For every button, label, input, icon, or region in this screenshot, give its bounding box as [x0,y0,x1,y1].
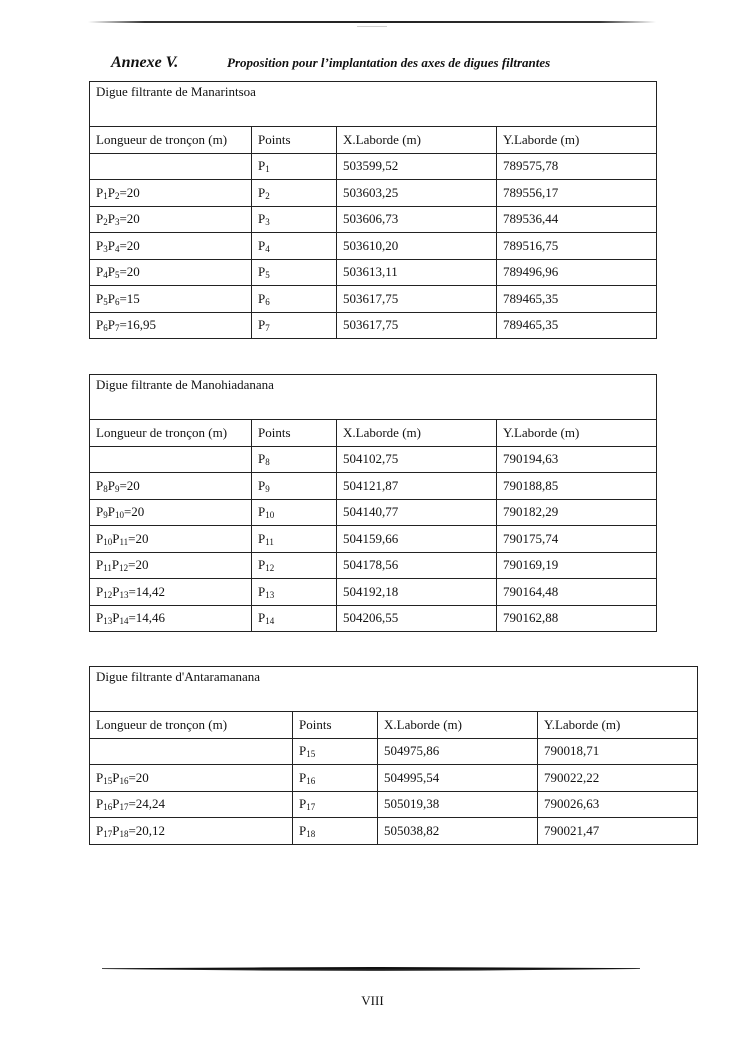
segment-length-cell: $P_{15}P_{16}=20$ [90,765,293,792]
segment-length-value: =20 [119,184,140,200]
y-laborde-cell: 790164,48 [497,579,657,606]
y-laborde-cell: 790021,47 [538,818,698,845]
header-y-laborde: Y.Laborde (m) [497,420,657,447]
point-subscript: 8 [265,457,270,468]
point-cell: $P_1$ [252,153,337,180]
segment-end-subscript: 14 [119,616,129,627]
x-laborde-cell: 505038,82 [378,818,538,845]
table-row [90,791,698,818]
segment-length-value: =24,24 [128,796,166,812]
point-cell: $P_{15}$ [293,738,378,765]
segment-length-value: =14,42 [128,583,166,599]
y-laborde-cell: 789516,75 [497,233,657,260]
header-rule-mark [357,26,387,27]
segment-length-cell: $P_2P_3=20$ [90,206,252,233]
segment-length-value: =20 [128,769,149,785]
y-laborde-cell: 789556,17 [497,180,657,207]
segment-end-subscript: 18 [119,828,129,839]
segment-length-value: =20 [119,237,140,253]
x-laborde-cell: 503603,25 [337,180,497,207]
segment-length-cell: $P_5P_6=15$ [90,286,252,313]
point-cell: $P_{11}$ [252,526,337,553]
y-laborde-cell: 790194,63 [497,446,657,473]
segment-start-subscript: 16 [103,802,113,813]
point-cell: $P_5$ [252,259,337,286]
header-y-laborde: Y.Laborde (m) [538,712,698,739]
table-row [90,552,657,579]
segment-length-cell [90,446,252,473]
point-cell: $P_3$ [252,206,337,233]
point-subscript: 5 [265,270,270,281]
point-subscript: 4 [265,243,270,254]
point-subscript: 12 [265,563,275,574]
point-cell: $P_{18}$ [293,818,378,845]
segment-length-cell: $P_{12}P_{13}=14,42$ [90,579,252,606]
table-title-row [90,375,657,420]
y-laborde-cell: 790018,71 [538,738,698,765]
point-subscript: 3 [265,217,270,228]
segment-length-value: =14,46 [128,610,166,626]
header-points: Points [252,420,337,447]
header-y-laborde: Y.Laborde (m) [497,127,657,154]
footer-rule [102,967,640,971]
segment-start-subscript: 8 [103,483,108,494]
point-cell: $P_6$ [252,286,337,313]
segment-end-subscript: 12 [119,563,129,574]
segment-length-value: =20 [119,211,140,227]
segment-end-subscript: 9 [114,483,120,494]
segment-length-cell: $P_8P_9=20$ [90,473,252,500]
segment-start-subscript: 6 [103,323,108,334]
segment-start-subscript: 13 [103,616,113,627]
segment-end-subscript: 10 [114,510,124,521]
table-row [90,738,698,765]
segment-end-subscript: 5 [114,270,120,281]
segment-start-subscript: 1 [103,190,108,201]
segment-end-subscript: 3 [114,217,120,228]
table-antaramanana [89,666,698,845]
y-laborde-cell: 789536,44 [497,206,657,233]
segment-start-subscript: 15 [103,775,113,786]
segment-end-subscript: 7 [114,323,120,334]
segment-start-subscript: 17 [103,828,113,839]
y-laborde-cell: 789465,35 [497,312,657,339]
point-cell: $P_8$ [252,446,337,473]
table-row [90,526,657,553]
header-x-laborde: X.Laborde (m) [337,420,497,447]
x-laborde-cell: 503599,52 [337,153,497,180]
segment-length-cell: $P_{13}P_{14}=14,46$ [90,605,252,632]
segment-length-value: =20 [123,504,145,520]
segment-start-subscript: 11 [103,563,112,574]
point-subscript: 2 [265,190,270,201]
page-number: VIII [361,993,384,1008]
point-subscript: 15 [306,749,316,760]
segment-length-value: =20 [119,264,140,280]
y-laborde-cell: 790162,88 [497,605,657,632]
segment-length-cell: $P_6P_7=16,95$ [90,312,252,339]
table-row [90,153,657,180]
segment-length-cell: $P_{17}P_{18}=20,12$ [90,818,293,845]
segment-start-subscript: 10 [103,536,113,547]
table-row [90,765,698,792]
x-laborde-cell: 504192,18 [337,579,497,606]
y-laborde-cell: 789496,96 [497,259,657,286]
header-x-laborde: X.Laborde (m) [337,127,497,154]
header-segment-length: Longueur de tronçon (m) [90,420,252,447]
x-laborde-cell: 504178,56 [337,552,497,579]
y-laborde-cell: 790026,63 [538,791,698,818]
table-header-row [90,712,698,739]
table-row [90,818,698,845]
y-laborde-cell: 790022,22 [538,765,698,792]
segment-length-cell [90,738,293,765]
point-cell: $P_4$ [252,233,337,260]
point-cell: $P_{12}$ [252,552,337,579]
segment-end-subscript: 11 [119,536,129,547]
y-laborde-cell: 789575,78 [497,153,657,180]
segment-length-cell: $P_4P_5=20$ [90,259,252,286]
annex-subtitle: Proposition pour l’implantation des axes de digues filtrantes [227,55,551,70]
segment-end-subscript: 4 [114,243,120,254]
x-laborde-cell: 504102,75 [337,446,497,473]
segment-start-subscript: 3 [103,243,108,254]
table-row [90,206,657,233]
point-cell: $P_{14}$ [252,605,337,632]
x-laborde-cell: 504975,86 [378,738,538,765]
segment-start-subscript: 9 [103,510,108,521]
segment-length-value: =20 [128,530,149,546]
table-row [90,605,657,632]
x-laborde-cell: 503606,73 [337,206,497,233]
table-title-row [90,667,698,712]
point-cell: $P_{17}$ [293,791,378,818]
point-subscript: 11 [265,536,274,547]
segment-length-value: =20 [128,557,149,573]
y-laborde-cell: 790169,19 [497,552,657,579]
table-row [90,233,657,260]
header-segment-length: Longueur de tronçon (m) [90,712,293,739]
x-laborde-cell: 503617,75 [337,312,497,339]
point-subscript: 10 [265,510,275,521]
x-laborde-cell: 504159,66 [337,526,497,553]
point-subscript: 1 [265,164,270,175]
x-laborde-cell: 504140,77 [337,499,497,526]
x-laborde-cell: 503613,11 [337,259,497,286]
segment-start-subscript: 12 [103,589,113,600]
point-cell: $P_7$ [252,312,337,339]
segment-length-cell: $P_{10}P_{11}=20$ [90,526,252,553]
point-subscript: 13 [265,589,275,600]
x-laborde-cell: 504995,54 [378,765,538,792]
header-rule [88,21,656,23]
table-row [90,473,657,500]
segment-length-value: =16,95 [119,317,157,333]
table-manohiadanana [89,374,657,632]
segment-start-subscript: 5 [103,296,108,307]
x-laborde-cell: 505019,38 [378,791,538,818]
point-cell: $P_{13}$ [252,579,337,606]
table-title-row [90,82,657,127]
segment-start-subscript: 4 [103,270,108,281]
x-laborde-cell: 504121,87 [337,473,497,500]
segment-length-cell: $P_{16}P_{17}=24,24$ [90,791,293,818]
table-row [90,446,657,473]
table-header-row [90,127,657,154]
segment-end-subscript: 2 [114,190,120,201]
segment-length-value: =15 [119,290,140,306]
segment-length-cell: $P_1P_2=20$ [90,180,252,207]
segment-length-cell: $P_9P_{10}=20$ [90,499,252,526]
x-laborde-cell: 503610,20 [337,233,497,260]
point-cell: $P_9$ [252,473,337,500]
segment-end-subscript: 6 [114,296,120,307]
segment-length-value: =20 [119,477,140,493]
point-subscript: 7 [265,323,270,334]
point-subscript: 18 [306,828,316,839]
table-title: Digue filtrante d'Antaramanana [90,667,698,712]
x-laborde-cell: 504206,55 [337,605,497,632]
header-segment-length: Longueur de tronçon (m) [90,127,252,154]
y-laborde-cell: 789465,35 [497,286,657,313]
table-row [90,180,657,207]
point-subscript: 14 [265,616,275,627]
point-subscript: 17 [306,802,316,813]
annex-label: Annexe V. [111,54,179,71]
header-points: Points [293,712,378,739]
segment-length-cell: $P_3P_4=20$ [90,233,252,260]
segment-end-subscript: 16 [119,775,129,786]
table-row [90,499,657,526]
point-subscript: 6 [265,296,270,307]
y-laborde-cell: 790188,85 [497,473,657,500]
table-manarintsoa [89,81,657,339]
table-row [90,286,657,313]
table-title: Digue filtrante de Manohiadanana [90,375,657,420]
table-title: Digue filtrante de Manarintsoa [90,82,657,127]
x-laborde-cell: 503617,75 [337,286,497,313]
segment-start-subscript: 2 [103,217,108,228]
point-cell: $P_2$ [252,180,337,207]
segment-length-cell [90,153,252,180]
segment-end-subscript: 17 [119,802,129,813]
annex-heading [111,54,550,72]
table-row [90,259,657,286]
table-header-row [90,420,657,447]
header-x-laborde: X.Laborde (m) [378,712,538,739]
segment-length-cell: $P_{11}P_{12}=20$ [90,552,252,579]
point-subscript: 9 [265,483,270,494]
table-row [90,579,657,606]
table-row [90,312,657,339]
y-laborde-cell: 790175,74 [497,526,657,553]
point-cell: $P_{16}$ [293,765,378,792]
segment-end-subscript: 13 [119,589,129,600]
y-laborde-cell: 790182,29 [497,499,657,526]
point-subscript: 16 [306,775,316,786]
point-cell: $P_{10}$ [252,499,337,526]
header-points: Points [252,127,337,154]
segment-length-value: =20,12 [128,822,166,838]
